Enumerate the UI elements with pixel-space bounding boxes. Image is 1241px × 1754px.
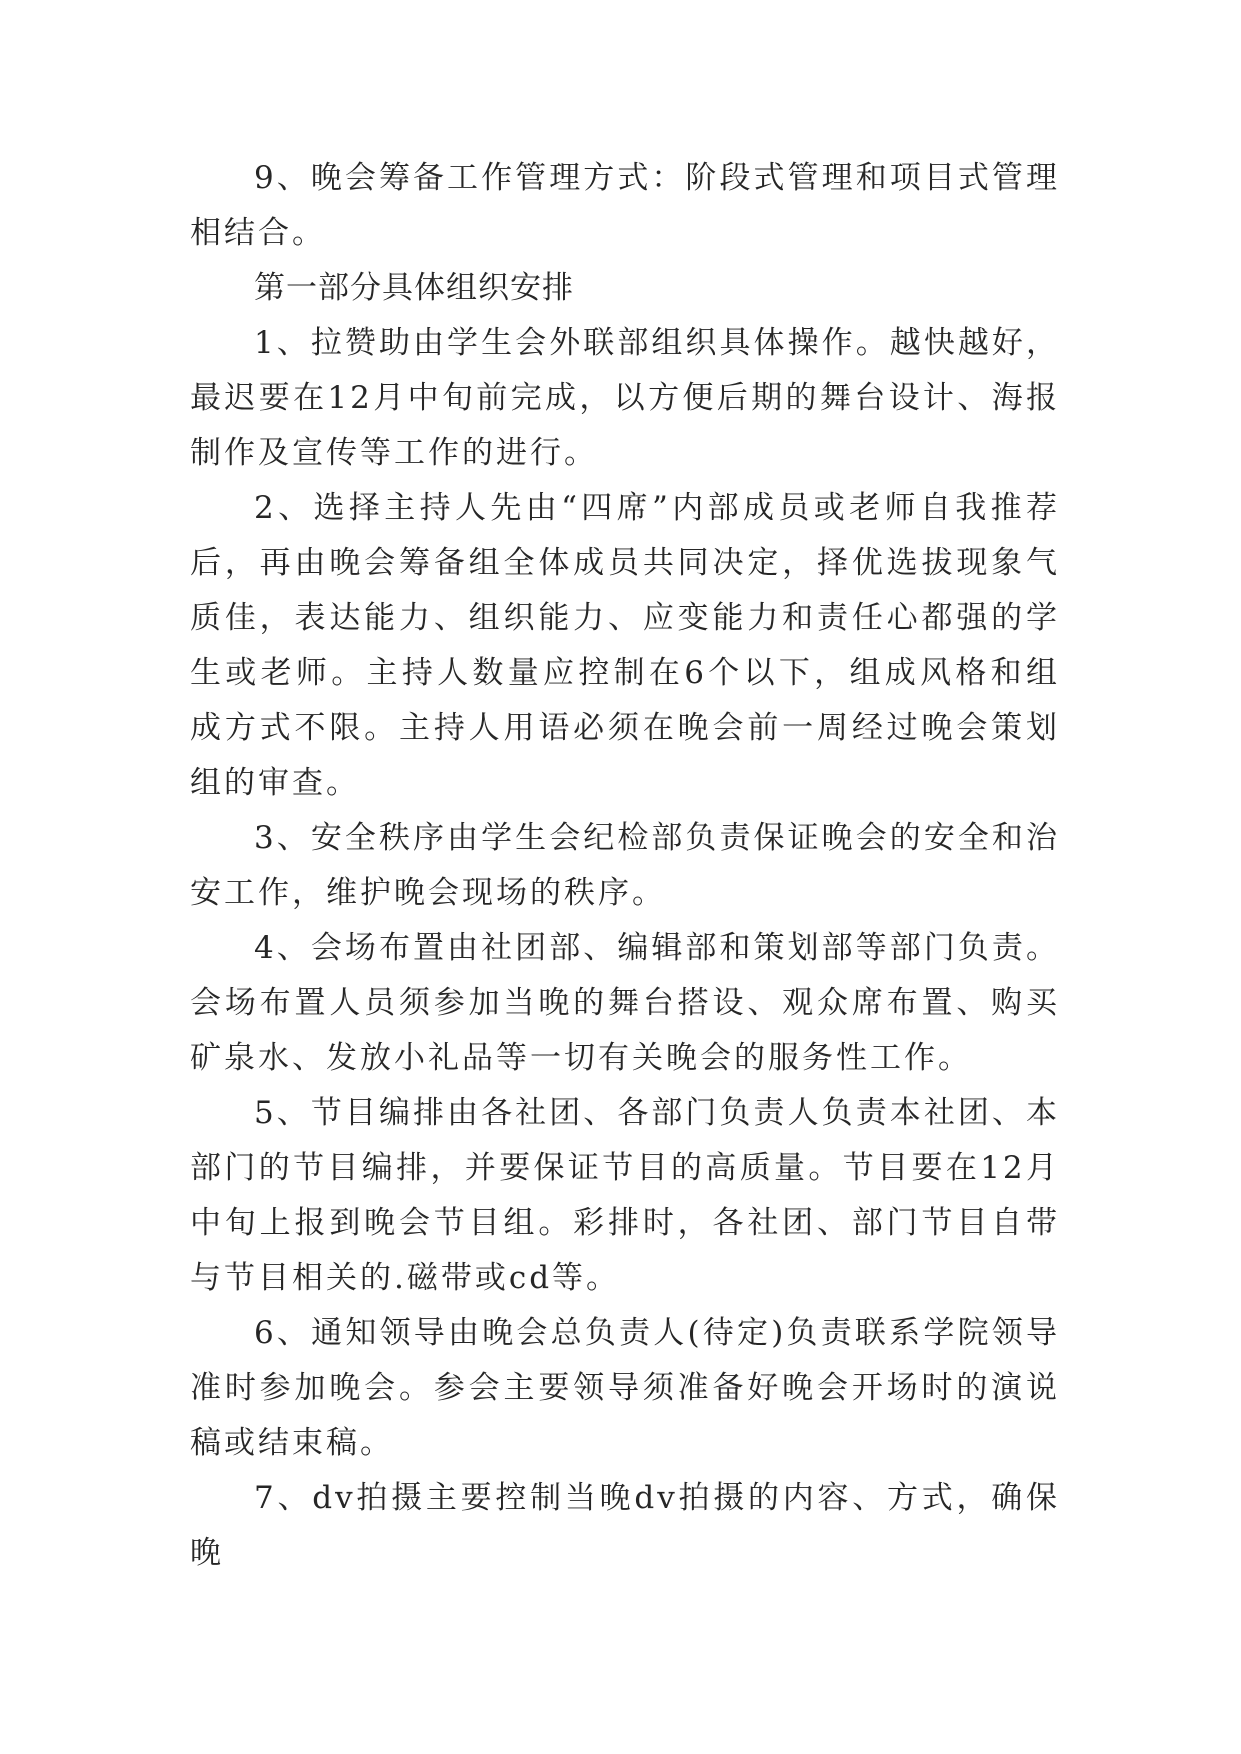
paragraph-item-1-sponsorship: 1、拉赞助由学生会外联部组织具体操作。越快越好，最迟要在12月中旬前完成，以方便后期的舞台设计、海报制作及宣传等工作的进行。 (190, 325, 1060, 471)
document-page (190, 151, 1060, 1581)
paragraph-item-4-venue-setup: 4、会场布置由社团部、编辑部和策划部等部门负责。会场布置人员须参加当晚的舞台搭设、观众席布置、购买矿泉水、发放小礼品等一切有关晚会的服务性工作。 (190, 930, 1060, 1076)
paragraph-item-7-dv-filming: 7、dv拍摄主要控制当晚dv拍摄的内容、方式，确保晚 (190, 1480, 1060, 1571)
paragraph-item-6-notify-leaders: 6、通知领导由晚会总负责人(待定)负责联系学院领导准时参加晚会。参会主要领导须准备好晚会开场时的演说稿或结束稿。 (190, 1315, 1060, 1461)
paragraph-item-5-program-arrangement: 5、节目编排由各社团、各部门负责人负责本社团、本部门的节目编排，并要保证节目的高质量。节目要在12月中旬上报到晚会节目组。彩排时，各社团、部门节目自带与节目相关的.磁带或cd等。 (190, 1095, 1060, 1296)
paragraph-item-3-security: 3、安全秩序由学生会纪检部负责保证晚会的安全和治安工作，维护晚会现场的秩序。 (190, 820, 1060, 911)
paragraph-item-2-host-selection: 2、选择主持人先由“四席”内部成员或老师自我推荐后，再由晚会筹备组全体成员共同决定，择优选拔现象气质佳，表达能力、组织能力、应变能力和责任心都强的学生或老师。主持人数量应控制在6个以下，组成风格和组成方式不限。主持人用语必须在晚会前一周经过晚会策划组的审查。 (190, 490, 1060, 801)
section-heading: 第一部分具体组织安排 (254, 270, 574, 306)
paragraph-item-9-management: 9、晚会筹备工作管理方式：阶段式管理和项目式管理相结合。 (190, 160, 1060, 251)
